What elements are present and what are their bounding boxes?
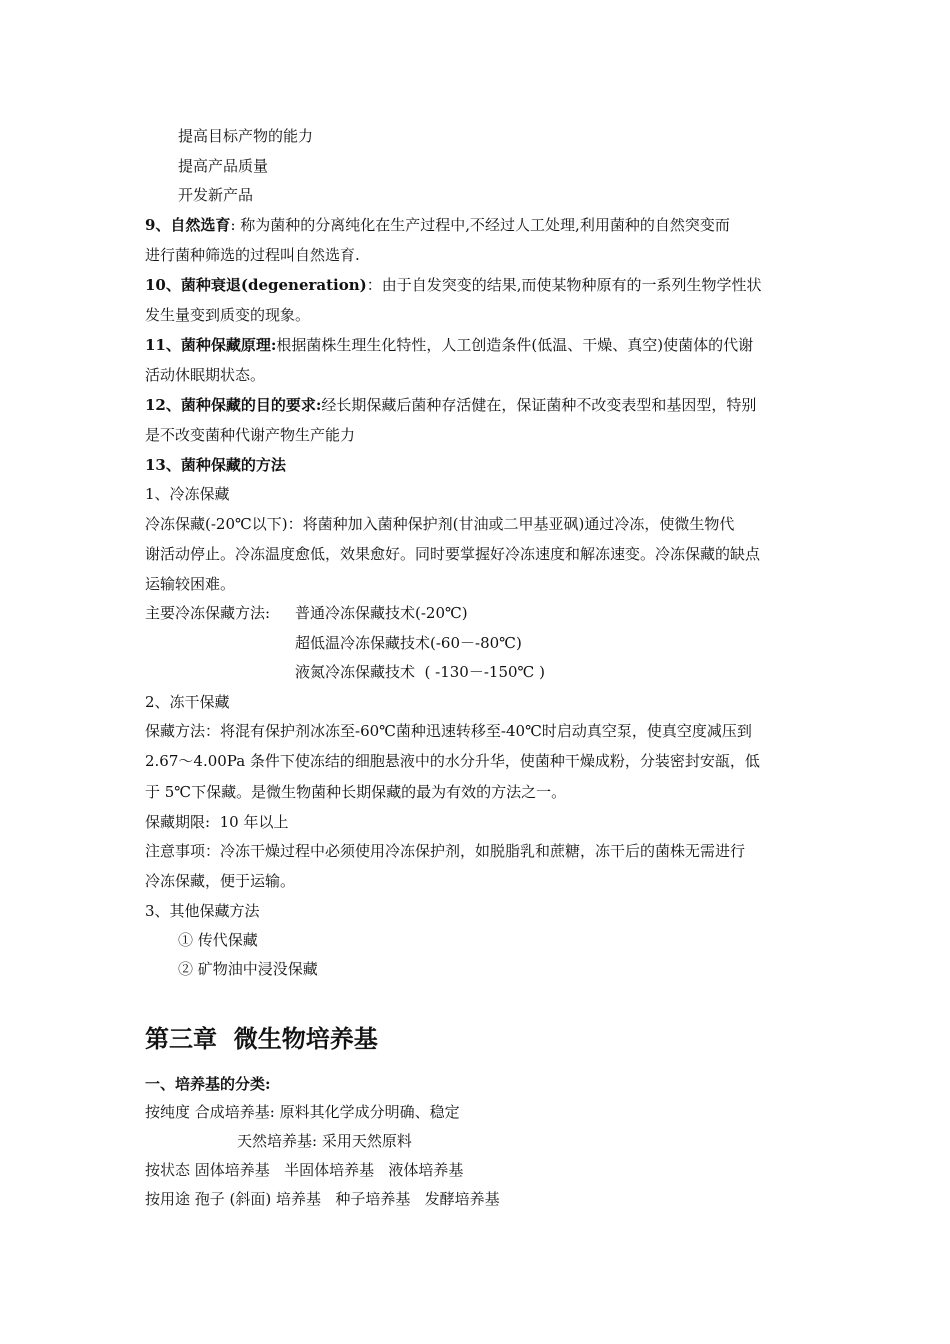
classification-line: 按纯度 合成培养基: 原料其化学成分明确、稳定: [145, 1103, 460, 1121]
section-1-paragraph: 冷冻保藏(-20℃以下)：将菌种加入菌种保护剂(甘油或二甲基亚砜)通过冷冻，使微生物代: [145, 515, 735, 533]
item-12: [145, 395, 756, 415]
section-heading: 一、培养基的分类:: [145, 1075, 271, 1093]
classification-line: 天然培养基: 采用天然原料: [237, 1132, 412, 1150]
classification-line: 按状态 固体培养基 半固体培养基 液体培养基: [145, 1161, 464, 1179]
list-item: ① 传代保藏: [178, 931, 258, 949]
section-2-paragraph: 2.67～4.00Pa 条件下使冻结的细胞悬液中的水分升华，使菌种干燥成粉，分装密封安瓿，低: [145, 752, 760, 770]
item-10: [145, 275, 762, 295]
item-10-text: ：由于自发突变的结果,而使某物种原有的一系列生物学性状: [366, 276, 762, 294]
list-item: 提高产品质量: [178, 157, 269, 175]
methods-label: 主要冷冻保藏方法:: [145, 604, 271, 622]
item-10-cont: 发生量变到质变的现象。: [145, 306, 311, 324]
section-2-paragraph: 保藏方法：将混有保护剂冰冻至-60℃菌种迅速转移至-40℃时启动真空泵，使真空度减压到: [145, 722, 752, 740]
method-item: 普通冷冻保藏技术(-20℃): [295, 604, 468, 622]
section-2-note: 注意事项：冷冻干燥过程中必须使用冷冻保护剂，如脱脂乳和蔗糖，冻干后的菌株无需进行: [145, 842, 746, 860]
section-3-title: 3、其他保藏方法: [145, 902, 260, 920]
method-item: 超低温冷冻保藏技术(-60－-80℃): [295, 634, 522, 652]
section-2-title: 2、冻干保藏: [145, 693, 230, 711]
item-12-label: 12、菌种保藏的目的要求:: [145, 396, 322, 414]
chapter-title: 第三章 微生物培养基: [145, 1025, 378, 1053]
item-12-cont: 是不改变菌种代谢产物生产能力: [145, 426, 356, 444]
section-1-paragraph: 运输较困难。: [145, 575, 236, 593]
item-11-text: 根据菌株生理生化特性，人工创造条件(低温、干燥、真空)使菌体的代谢: [276, 336, 754, 354]
item-9-text: : 称为菌种的分离纯化在生产过程中,不经过人工处理,利用菌种的自然突变而: [230, 216, 730, 234]
method-item: 液氮冷冻保藏技术 ( -130－-150℃ ): [295, 663, 545, 681]
item-11-cont: 活动休眠期状态。: [145, 366, 266, 384]
storage-period: 保藏期限: 10 年以上: [145, 813, 289, 831]
item-9-label: 9、自然选育: [145, 216, 231, 234]
list-item: ② 矿物油中浸没保藏: [178, 960, 318, 978]
item-9-cont: 进行菌种筛选的过程叫自然选育.: [145, 246, 360, 264]
classification-line: 按用途 孢子 (斜面) 培养基 种子培养基 发酵培养基: [145, 1190, 500, 1208]
section-1-title: 1、冷冻保藏: [145, 485, 230, 503]
section-2-note: 冷冻保藏，便于运输。: [145, 872, 296, 890]
item-11-label: 11、菌种保藏原理:: [145, 336, 277, 354]
item-10-label: 10、菌种衰退(degeneration): [145, 276, 367, 294]
item-13-heading: 13、菌种保藏的方法: [145, 456, 286, 474]
item-12-text: 经长期保藏后菌种存活健在，保证菌种不改变表型和基因型，特别: [321, 396, 757, 414]
section-2-paragraph: 于 5℃下保藏。是微生物菌种长期保藏的最为有效的方法之一。: [145, 783, 567, 801]
item-11: [145, 335, 753, 355]
section-1-paragraph: 谢活动停止。冷冻温度愈低，效果愈好。同时要掌握好冷冻速度和解冻速变。冷冻保藏的缺点: [145, 545, 761, 563]
item-9: [145, 215, 730, 235]
list-item: 提高目标产物的能力: [178, 127, 314, 145]
list-item: 开发新产品: [178, 186, 254, 204]
